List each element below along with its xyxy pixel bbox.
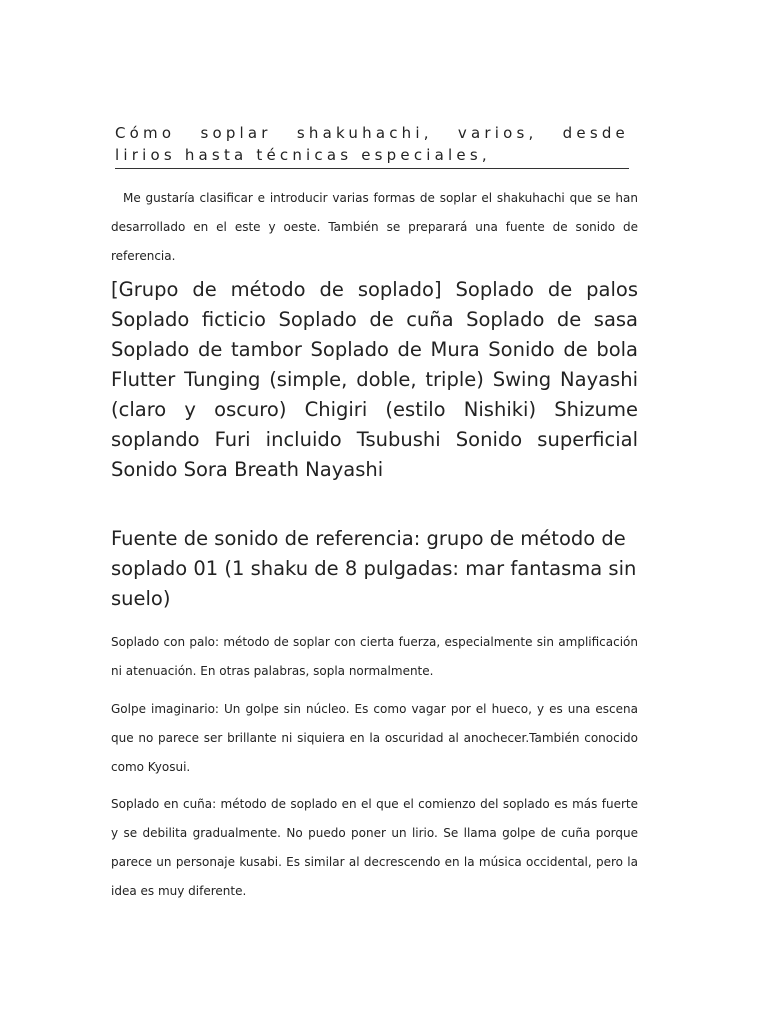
reference-heading: Fuente de sonido de referencia: grupo de método de soplado 01 (1 shaku de 8 pulgadas: mar fantasma sin suelo)	[111, 527, 637, 610]
methods-heading: [Grupo de método de soplado] Soplado de palos Soplado ficticio Soplado de cuña Soplado de sasa Soplado de tambor Soplado de Mura Sonido de bola Flutter Tunging (simple, doble, triple) Swing Nayashi (claro y oscuro) Chigiri (estilo Nishiki) Shizume soplando Furi incluido Tsubushi Sonido superficial Sonido Sora Breath Nayashi	[111, 278, 638, 481]
paragraph-wedge-blowing: Soplado en cuña: método de soplado en el que el comienzo del soplado es más fuerte y se debilita gradualmente. No puedo poner un lirio. Se llama golpe de cuña porque parece un personaje kusabi. Es similar al decrescendo en la música occidental, pero la idea es muy diferente.	[111, 797, 638, 898]
document-title: Cómo soplar shakuhachi, varios, desde lirios hasta técnicas especiales,	[115, 122, 629, 169]
paragraph-stick-blowing: Soplado con palo: método de soplar con cierta fuerza, especialmente sin amplificación ni atenuación. En otras palabras, sopla normalmente.	[111, 635, 638, 678]
paragraph-imaginary-blow: Golpe imaginario: Un golpe sin núcleo. Es como vagar por el hueco, y es una escena que no parece ser brillante ni siquiera en la oscuridad al anochecer.También conocido como Kyosui.	[111, 702, 638, 774]
intro-paragraph: Me gustaría clasificar e introducir varias formas de soplar el shakuhachi que se han desarrollado en el este y oeste. También se preparará una fuente de sonido de referencia.	[111, 191, 638, 263]
